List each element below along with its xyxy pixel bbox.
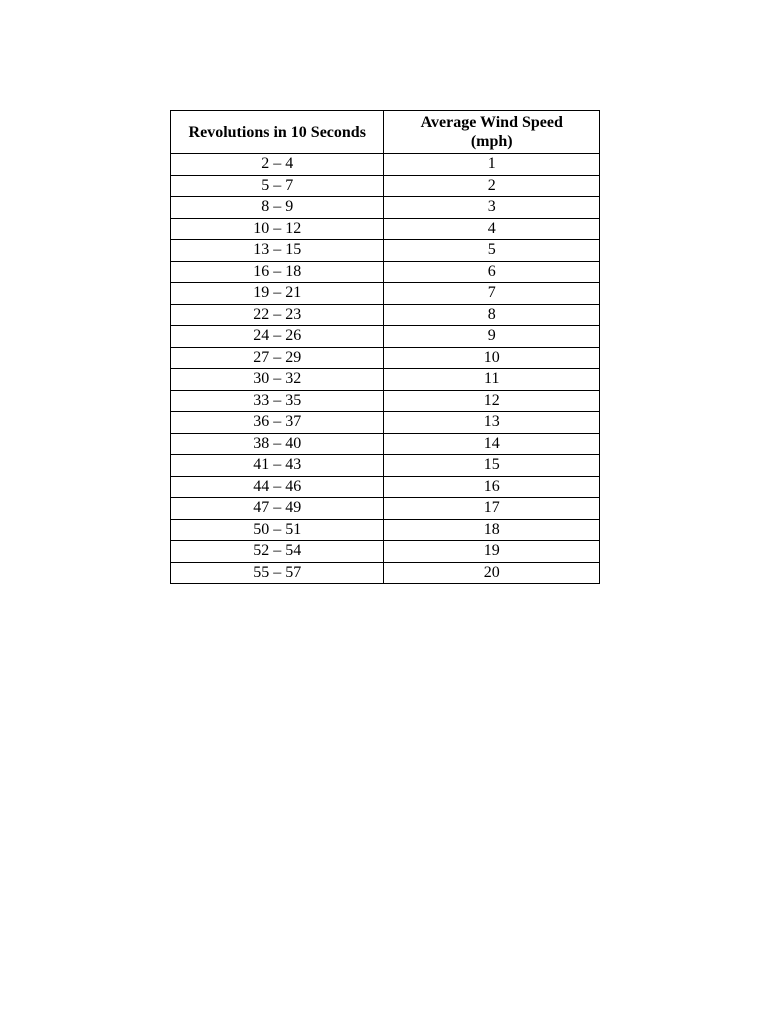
header-revolutions: Revolutions in 10 Seconds [171, 111, 384, 154]
header-speed-line1: Average Wind Speed [420, 114, 563, 131]
cell-revolutions: 36 – 37 [171, 412, 384, 434]
cell-average-wind-speed: 8 [384, 304, 600, 326]
cell-revolutions: 10 – 12 [171, 218, 384, 240]
cell-revolutions: 22 – 23 [171, 304, 384, 326]
table-row [171, 240, 600, 262]
cell-average-wind-speed: 6 [384, 261, 600, 283]
cell-average-wind-speed: 15 [384, 455, 600, 477]
cell-average-wind-speed: 17 [384, 498, 600, 520]
wind-speed-table [170, 110, 600, 584]
table-row [171, 197, 600, 219]
cell-average-wind-speed: 9 [384, 326, 600, 348]
cell-revolutions: 50 – 51 [171, 519, 384, 541]
table-row [171, 541, 600, 563]
cell-revolutions: 16 – 18 [171, 261, 384, 283]
table-row [171, 476, 600, 498]
cell-average-wind-speed: 7 [384, 283, 600, 305]
cell-revolutions: 19 – 21 [171, 283, 384, 305]
cell-average-wind-speed: 3 [384, 197, 600, 219]
table-header [171, 111, 600, 154]
cell-average-wind-speed: 10 [384, 347, 600, 369]
cell-average-wind-speed: 2 [384, 175, 600, 197]
table-row [171, 369, 600, 391]
cell-revolutions: 8 – 9 [171, 197, 384, 219]
cell-average-wind-speed: 5 [384, 240, 600, 262]
cell-revolutions: 44 – 46 [171, 476, 384, 498]
cell-average-wind-speed: 19 [384, 541, 600, 563]
header-average-wind-speed [384, 111, 600, 154]
cell-revolutions: 27 – 29 [171, 347, 384, 369]
cell-revolutions: 47 – 49 [171, 498, 384, 520]
cell-revolutions: 52 – 54 [171, 541, 384, 563]
table-row [171, 390, 600, 412]
cell-average-wind-speed: 12 [384, 390, 600, 412]
table-row [171, 218, 600, 240]
cell-revolutions: 55 – 57 [171, 562, 384, 584]
cell-revolutions: 2 – 4 [171, 154, 384, 176]
header-speed-line2: (mph) [470, 133, 513, 150]
table-row [171, 261, 600, 283]
cell-average-wind-speed: 11 [384, 369, 600, 391]
cell-average-wind-speed: 14 [384, 433, 600, 455]
table-row [171, 498, 600, 520]
table-row [171, 455, 600, 477]
cell-average-wind-speed: 18 [384, 519, 600, 541]
cell-revolutions: 13 – 15 [171, 240, 384, 262]
cell-revolutions: 41 – 43 [171, 455, 384, 477]
cell-average-wind-speed: 4 [384, 218, 600, 240]
table-row [171, 433, 600, 455]
cell-average-wind-speed: 1 [384, 154, 600, 176]
table-row [171, 175, 600, 197]
cell-average-wind-speed: 20 [384, 562, 600, 584]
cell-average-wind-speed: 16 [384, 476, 600, 498]
cell-revolutions: 38 – 40 [171, 433, 384, 455]
cell-average-wind-speed: 13 [384, 412, 600, 434]
header-row [171, 111, 600, 154]
table-body [171, 154, 600, 584]
table-row [171, 519, 600, 541]
table-row [171, 154, 600, 176]
table-row [171, 326, 600, 348]
cell-revolutions: 24 – 26 [171, 326, 384, 348]
table-row [171, 283, 600, 305]
table-row [171, 412, 600, 434]
cell-revolutions: 5 – 7 [171, 175, 384, 197]
cell-revolutions: 30 – 32 [171, 369, 384, 391]
cell-revolutions: 33 – 35 [171, 390, 384, 412]
table-row [171, 347, 600, 369]
table-row [171, 562, 600, 584]
table-row [171, 304, 600, 326]
